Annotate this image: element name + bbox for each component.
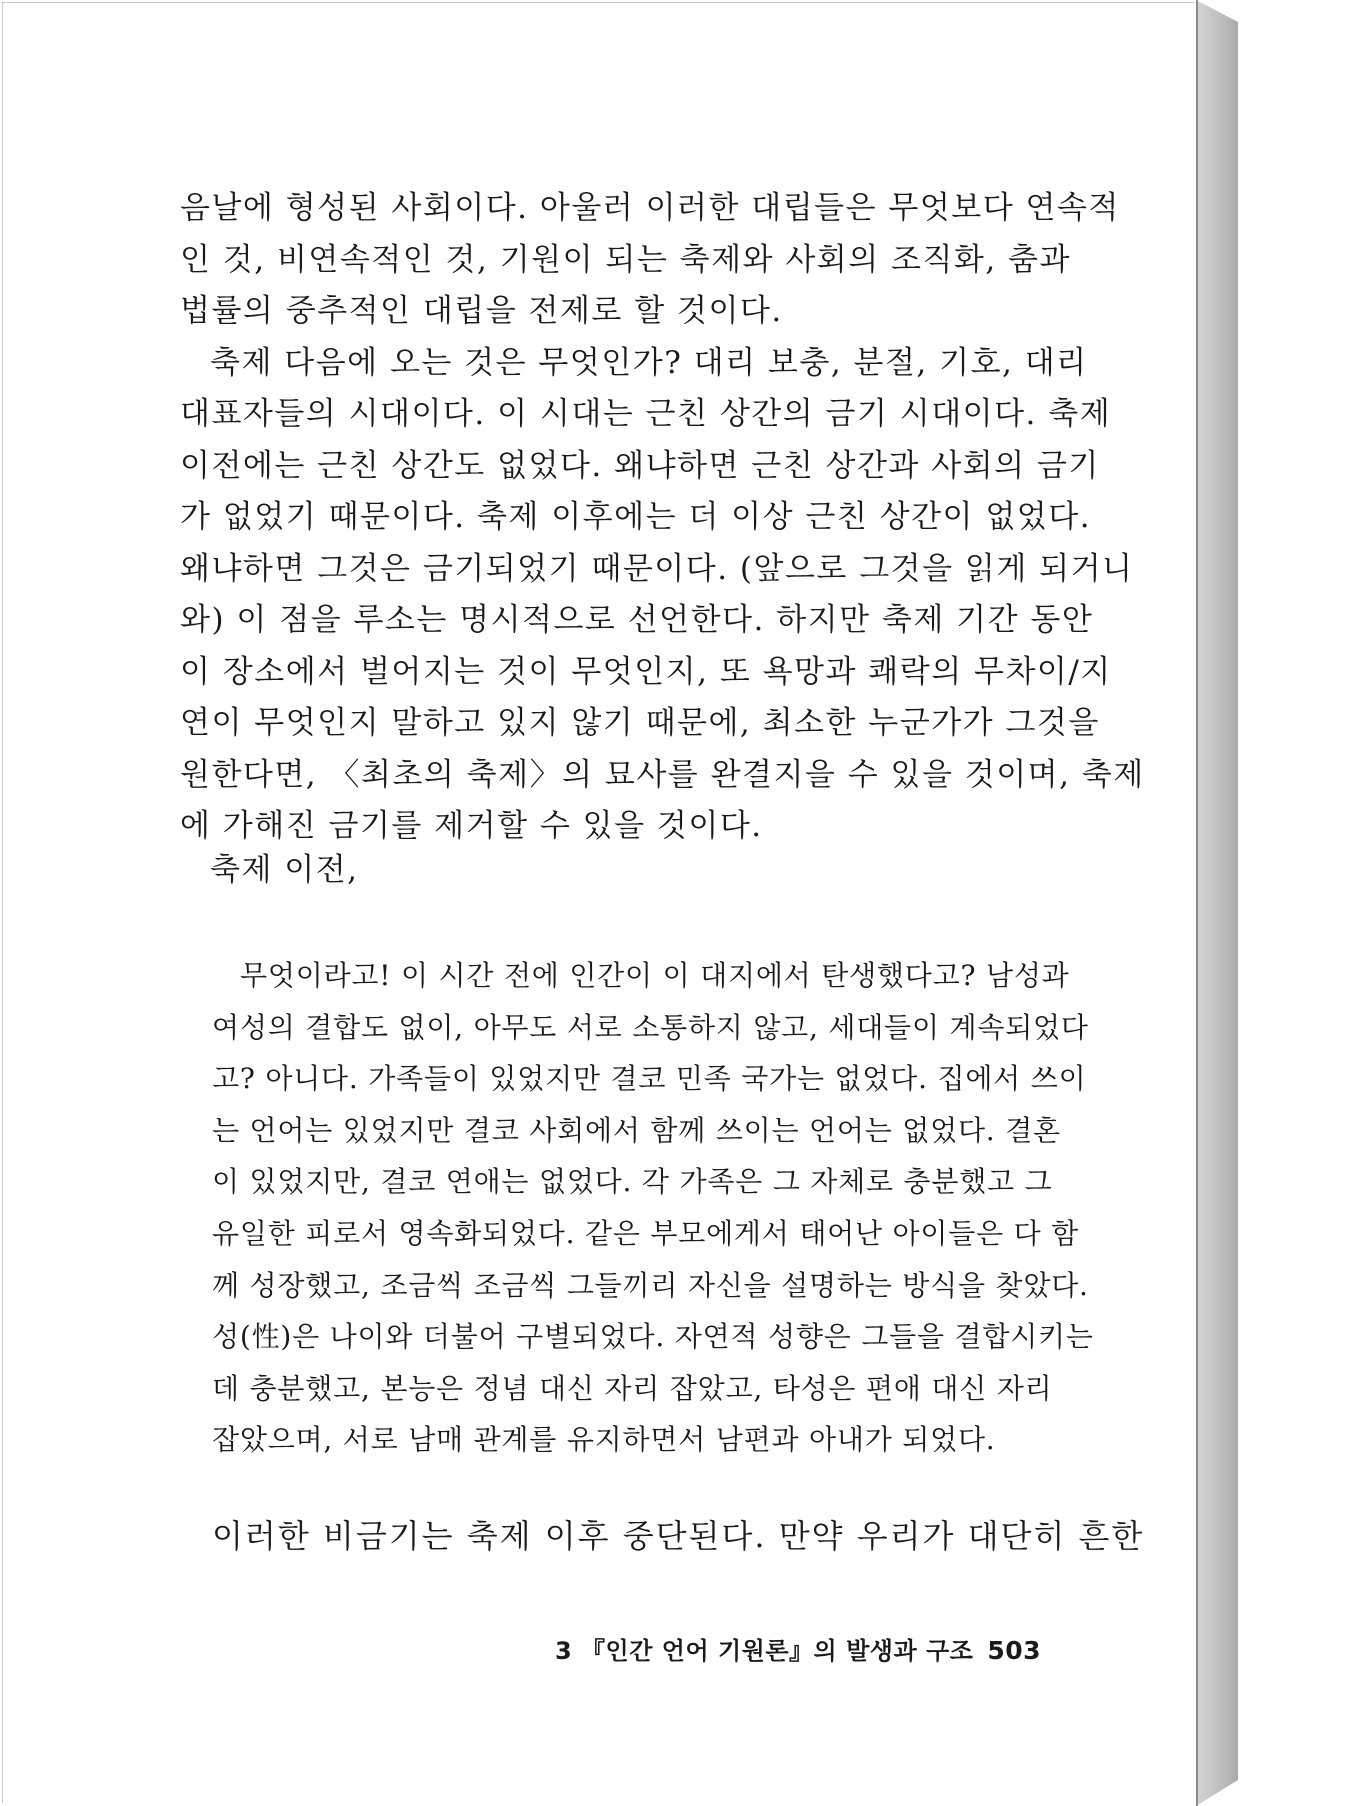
quote-line: 는 언어는 있었지만 결코 사회에서 함께 쓰이는 언어는 없었다. 결혼: [212, 1113, 1061, 1147]
quote-line: 무엇이라고! 이 시간 전에 인간이 이 대지에서 탄생했다고? 남성과: [240, 959, 1070, 992]
running-head: 3 『인간 언어 기원론』의 발생과 구조: [555, 1637, 974, 1665]
text-line: 음날에 형성된 사회이다. 아울러 이러한 대립들은 무엇보다 연속적: [180, 190, 1120, 226]
text-line: 이 장소에서 벌어지는 것이 무엇인지, 또 욕망과 쾌락의 무차이/지: [180, 653, 1112, 690]
text-line: 이전에는 근친 상간도 없었다. 왜냐하면 근친 상간과 사회의 금기: [180, 447, 1100, 484]
closing-paragraph: 이러한 비금기는 축제 이후 중단된다. 만약 우리가 대단히 흔한: [212, 1517, 1145, 1555]
text-line: 법률의 중추적인 대립을 전제로 할 것이다.: [180, 293, 783, 329]
text-line: 축제 다음에 오는 것은 무엇인가? 대리 보충, 분절, 기호, 대리: [210, 344, 1088, 381]
text-line: 연이 무엇인지 말하고 있지 않기 때문에, 최소한 누군가가 그것을: [180, 705, 1100, 741]
block-quote: [212, 950, 1094, 1466]
text-line: 원한다면, 〈최초의 축제〉의 묘사를 완결지을 수 있을 것이며, 축제: [180, 756, 1145, 793]
quote-line: 유일한 피로서 영속화되었다. 같은 부모에게서 태어난 아이들은 다 함: [212, 1216, 1080, 1250]
quote-line: 잡았으며, 서로 남매 관계를 유지하면서 남편과 아내가 되었다.: [212, 1423, 996, 1457]
quote-line: 이 있었지만, 결코 연애는 없었다. 각 가족은 그 자체로 충분했고 그: [212, 1165, 1053, 1199]
text-line: 와) 이 점을 루소는 명시적으로 선언한다. 하지만 축제 기간 동안: [180, 602, 1094, 638]
text-line: 가 없었기 때문이다. 축제 이후에는 더 이상 근친 상간이 없었다.: [180, 499, 1092, 535]
page-edge-line: [1196, 0, 1198, 1806]
text-line: 인 것, 비연속적인 것, 기원이 되는 축제와 사회의 조직화, 춤과: [180, 241, 1071, 278]
page-number: 503: [987, 1636, 1042, 1665]
quote-line: 데 충분했고, 본능은 정념 대신 자리 잡았고, 타성은 편애 대신 자리: [212, 1371, 1053, 1405]
text-line: 대표자들의 시대이다. 이 시대는 근친 상간의 금기 시대이다. 축제: [180, 396, 1112, 432]
main-paragraphs: [180, 183, 1145, 853]
page-edge-thickness: [1196, 0, 1238, 1806]
section-heading: 축제 이전,: [210, 852, 359, 888]
quote-line: 여성의 결합도 없이, 아무도 서로 소통하지 않고, 세대들이 계속되었다: [212, 1010, 1089, 1044]
quote-line: 고? 아니다. 가족들이 있었지만 결코 민족 국가는 없었다. 집에서 쓰이: [212, 1062, 1087, 1096]
text-line: 왜냐하면 그것은 금기되었기 때문이다. (앞으로 그것을 읽게 되거니: [180, 550, 1134, 587]
quote-line: 께 성장했고, 조금씩 조금씩 그들끼리 자신을 설명하는 방식을 찾았다.: [212, 1268, 1089, 1302]
text-line: 에 가해진 금기를 제거할 수 있을 것이다.: [180, 808, 763, 844]
running-footer: [555, 1634, 1042, 1668]
quote-line: 성(性)은 나이와 더불어 구별되었다. 자연적 성향은 그들을 결합시키는: [212, 1320, 1094, 1354]
